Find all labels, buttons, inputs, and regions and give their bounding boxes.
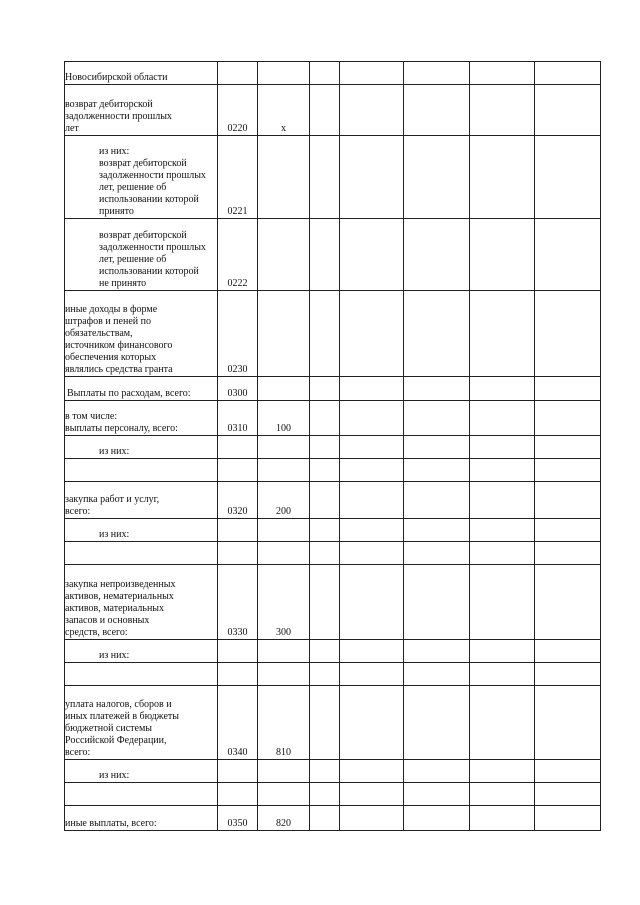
row-name-line [99,793,217,805]
table-row [65,377,601,401]
amount-cell[interactable] [470,377,535,401]
row-name-cell [65,663,218,686]
table-row [65,565,601,640]
amount-cell[interactable] [470,136,535,219]
table-row [65,760,601,783]
row-code-cell: 0340 [218,686,258,760]
amount-cell[interactable] [470,542,535,565]
row-kbk-cell [258,291,310,377]
table-row [65,640,601,663]
amount-cell[interactable] [310,663,340,686]
amount-cell[interactable] [340,291,404,377]
row-code-cell: 0230 [218,291,258,377]
row-name-cell [65,482,218,519]
amount-cell[interactable] [404,686,470,760]
amount-cell[interactable] [470,783,535,806]
amount-cell[interactable] [310,136,340,219]
row-code-cell: 0320 [218,482,258,519]
table-row [65,459,601,482]
row-code-cell [218,760,258,783]
row-name-cell [65,806,218,831]
amount-cell[interactable] [470,401,535,436]
row-code-cell [218,519,258,542]
row-name-line: возврат дебиторской [99,158,187,169]
row-name-line: всего: [65,747,91,758]
row-kbk-cell [258,663,310,686]
amount-cell[interactable] [310,85,340,136]
row-kbk-cell: х [258,85,310,136]
row-name-line: выплаты персоналу, всего: [65,423,178,434]
amount-cell[interactable] [470,85,535,136]
amount-cell[interactable] [470,519,535,542]
row-code-cell [218,640,258,663]
table-row [65,519,601,542]
amount-cell[interactable] [470,62,535,85]
amount-cell[interactable] [404,401,470,436]
amount-cell[interactable] [310,783,340,806]
row-name-line: возврат дебиторской [65,99,153,110]
row-kbk-cell: 820 [258,806,310,831]
amount-cell[interactable] [340,401,404,436]
row-code-cell: 0350 [218,806,258,831]
row-code-cell [218,459,258,482]
row-name-cell [65,783,218,806]
row-code-cell: 0220 [218,85,258,136]
table-row [65,136,601,219]
table-row [65,686,601,760]
row-name-line: иных платежей в бюджеты [65,711,179,722]
row-kbk-cell [258,783,310,806]
table-row [65,62,601,85]
table-body [65,62,601,831]
row-kbk-cell [258,219,310,291]
amount-cell[interactable] [340,783,404,806]
amount-cell[interactable] [310,482,340,519]
row-name-line [99,552,217,564]
amount-cell[interactable] [310,686,340,760]
row-kbk-cell [258,542,310,565]
amount-cell[interactable] [404,783,470,806]
amount-cell[interactable] [470,760,535,783]
amount-cell[interactable] [535,482,601,519]
amount-cell[interactable] [470,806,535,831]
amount-cell[interactable] [310,219,340,291]
row-name-line: закупка работ и услуг, [65,494,160,505]
amount-cell[interactable] [340,136,404,219]
amount-cell[interactable] [535,219,601,291]
row-code-cell [218,436,258,459]
amount-cell[interactable] [310,291,340,377]
amount-cell[interactable] [340,519,404,542]
row-name-cell [65,291,218,377]
amount-cell[interactable] [404,542,470,565]
row-name-line: обеспечения которых [65,352,157,363]
row-name-line: уплата налогов, сборов и [65,699,172,710]
amount-cell[interactable] [470,219,535,291]
amount-cell[interactable] [340,565,404,640]
amount-cell[interactable] [535,459,601,482]
row-kbk-cell [258,62,310,85]
row-name-cell [65,565,218,640]
amount-cell[interactable] [310,806,340,831]
amount-cell[interactable] [404,459,470,482]
amount-cell[interactable] [535,760,601,783]
amount-cell[interactable] [535,686,601,760]
amount-cell[interactable] [470,482,535,519]
amount-cell[interactable] [470,663,535,686]
amount-cell[interactable] [310,62,340,85]
amount-cell[interactable] [310,565,340,640]
amount-cell[interactable] [310,760,340,783]
row-name-line: являлись средства гранта [65,364,173,375]
table-row [65,401,601,436]
row-kbk-cell [258,519,310,542]
row-name-cell [65,760,218,783]
row-name-line [99,469,217,481]
row-kbk-cell [258,436,310,459]
row-name-cell [65,436,218,459]
amount-cell[interactable] [535,806,601,831]
row-name-cell [65,377,218,401]
amount-cell[interactable] [404,62,470,85]
row-name-line: использовании которой [99,266,199,277]
row-name-line: из них: [99,146,130,157]
amount-cell[interactable] [340,85,404,136]
amount-cell[interactable] [340,459,404,482]
amount-cell[interactable] [310,401,340,436]
row-name-line: задолженности прошлых [65,111,172,122]
amount-cell[interactable] [404,219,470,291]
amount-cell[interactable] [404,519,470,542]
amount-cell[interactable] [404,806,470,831]
row-name-line: Российской Федерации, [65,735,167,746]
row-name-line: из них: [99,650,130,661]
amount-cell[interactable] [404,565,470,640]
amount-cell[interactable] [310,542,340,565]
row-kbk-cell [258,136,310,219]
amount-cell[interactable] [535,401,601,436]
amount-cell[interactable] [340,62,404,85]
amount-cell[interactable] [535,565,601,640]
row-name-line: закупка непроизведенных [65,579,176,590]
row-name-line: иные выплаты, всего: [65,818,157,829]
row-name-line: лет, решение об [99,182,167,193]
amount-cell[interactable] [535,663,601,686]
row-name-cell [65,85,218,136]
amount-cell[interactable] [404,85,470,136]
row-name-cell [65,62,218,85]
amount-cell[interactable] [310,459,340,482]
table-row [65,542,601,565]
row-name-line: бюджетной системы [65,723,153,734]
row-name-line: запасов и основных [65,615,150,626]
amount-cell[interactable] [535,136,601,219]
amount-cell[interactable] [404,760,470,783]
amount-cell[interactable] [340,482,404,519]
row-name-line: средств, всего: [65,627,128,638]
amount-cell[interactable] [340,436,404,459]
row-name-line: задолженности прошлых [99,242,206,253]
amount-cell[interactable] [310,436,340,459]
amount-cell[interactable] [340,663,404,686]
amount-cell[interactable] [404,136,470,219]
amount-cell[interactable] [340,640,404,663]
row-kbk-cell: 810 [258,686,310,760]
row-name-cell [65,136,218,219]
amount-cell[interactable] [310,640,340,663]
amount-cell[interactable] [535,62,601,85]
row-kbk-cell [258,377,310,401]
row-kbk-cell: 200 [258,482,310,519]
table-row [65,806,601,831]
amount-cell[interactable] [535,291,601,377]
row-code-cell: 0310 [218,401,258,436]
amount-cell[interactable] [404,663,470,686]
amount-cell[interactable] [470,291,535,377]
table-row [65,482,601,519]
amount-cell[interactable] [310,519,340,542]
row-code-cell [218,663,258,686]
row-name-line: из них: [99,446,130,457]
amount-cell[interactable] [404,291,470,377]
row-code-cell [218,62,258,85]
row-code-cell: 0330 [218,565,258,640]
amount-cell[interactable] [535,519,601,542]
amount-cell[interactable] [535,377,601,401]
row-name-line: использовании которой [99,194,199,205]
row-name-cell [65,640,218,663]
table-row [65,663,601,686]
table-row [65,783,601,806]
table-row [65,219,601,291]
amount-cell[interactable] [470,459,535,482]
amount-cell[interactable] [535,783,601,806]
amount-cell[interactable] [535,85,601,136]
amount-cell[interactable] [470,436,535,459]
row-name-cell [65,519,218,542]
row-name-line: из них: [99,770,130,781]
row-name-line: лет [65,123,79,134]
amount-cell[interactable] [404,482,470,519]
row-name-line: обязательствам, [65,328,133,339]
row-name-line: принято [99,206,134,217]
row-name-cell [65,459,218,482]
amount-cell[interactable] [470,565,535,640]
row-name-line [99,673,217,685]
row-kbk-cell [258,640,310,663]
row-name-line: активов, нематериальных [65,591,174,602]
amount-cell[interactable] [404,640,470,663]
amount-cell[interactable] [310,377,340,401]
row-name-line: активов, материальных [65,603,165,614]
row-code-cell: 0222 [218,219,258,291]
row-name-line: лет, решение об [99,254,167,265]
row-kbk-cell: 300 [258,565,310,640]
amount-cell[interactable] [340,219,404,291]
row-name-line: в том числе: [65,411,118,422]
row-name-line: штрафов и пеней по [65,316,151,327]
row-name-line: возврат дебиторской [99,230,187,241]
amount-cell[interactable] [470,686,535,760]
amount-cell[interactable] [340,377,404,401]
row-name-cell [65,219,218,291]
row-name-line: иные доходы в форме [65,304,158,315]
row-name-line: из них: [99,529,130,540]
row-kbk-cell [258,760,310,783]
row-name-cell [65,401,218,436]
row-name-cell [65,686,218,760]
row-kbk-cell: 100 [258,401,310,436]
row-code-cell: 0300 [218,377,258,401]
amount-cell[interactable] [404,377,470,401]
row-kbk-cell [258,459,310,482]
row-code-cell: 0221 [218,136,258,219]
table-row [65,436,601,459]
amount-cell[interactable] [535,542,601,565]
row-name-line: не принято [99,278,147,289]
row-name-line: всего: [65,506,91,517]
amount-cell[interactable] [340,806,404,831]
amount-cell[interactable] [340,542,404,565]
amount-cell[interactable] [535,436,601,459]
row-code-cell [218,542,258,565]
row-code-cell [218,783,258,806]
amount-cell[interactable] [404,436,470,459]
row-name-line: Выплаты по расходам, всего: [67,388,191,399]
row-name-line: задолженности прошлых [99,170,206,181]
amount-cell[interactable] [470,640,535,663]
amount-cell[interactable] [340,760,404,783]
table-row [65,85,601,136]
row-name-line: Новосибирской области [65,72,168,83]
row-name-line: источником финансового [65,340,173,351]
financial-plan-table [64,61,601,831]
table-row [65,291,601,377]
amount-cell[interactable] [535,640,601,663]
row-name-cell [65,542,218,565]
amount-cell[interactable] [340,686,404,760]
